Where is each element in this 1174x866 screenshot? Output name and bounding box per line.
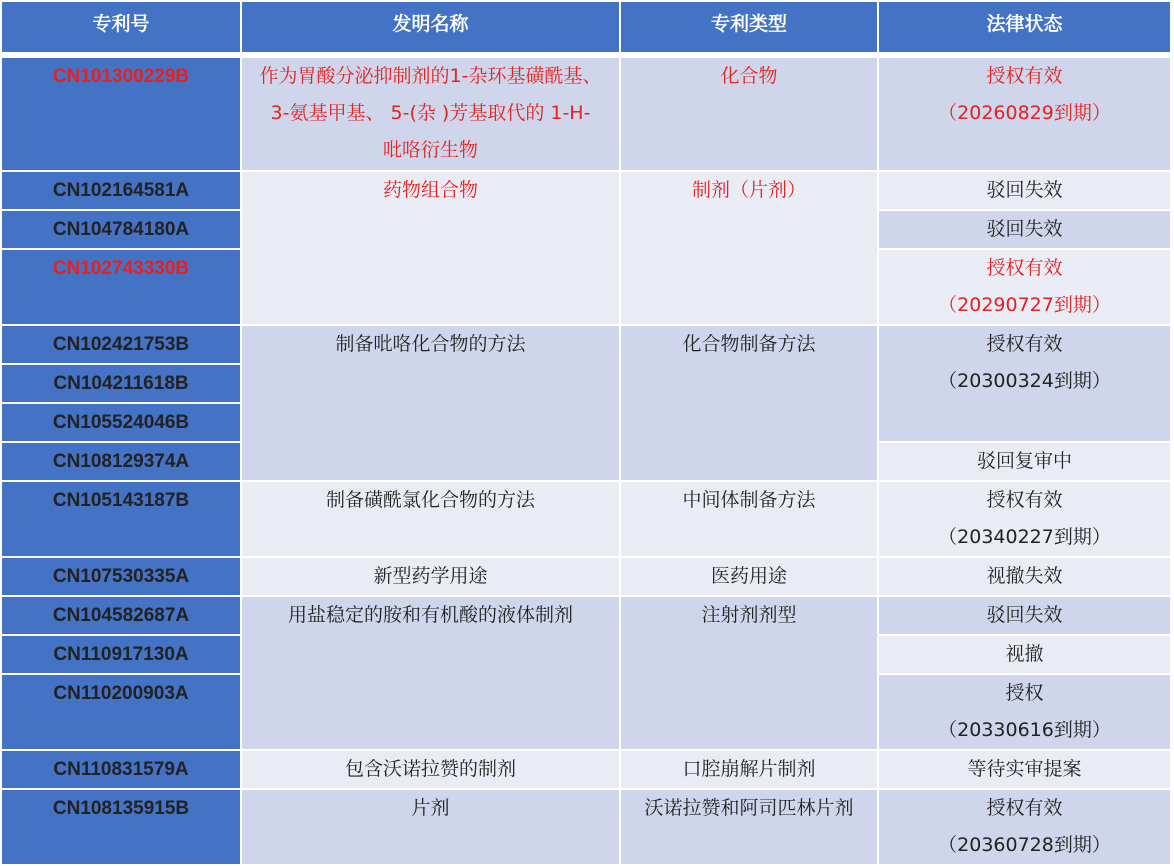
patent-type bbox=[620, 171, 878, 325]
invention-name-text: 药物组合物 bbox=[382, 179, 478, 201]
status-text: 授权有效 bbox=[986, 333, 1063, 355]
invention-name bbox=[241, 325, 620, 481]
legal-status bbox=[878, 674, 1171, 750]
patent-number: CN105524046B bbox=[1, 403, 241, 442]
patent-type-text: 化合物制备方法 bbox=[682, 333, 816, 355]
patent-number: CN110200903A bbox=[1, 674, 241, 750]
header-patent-number: 专利号 bbox=[1, 1, 241, 55]
invention-name-line: 3-氨基甲基、 5-(杂 )芳基取代的 1-H- bbox=[270, 102, 591, 124]
header-row bbox=[1, 1, 1171, 55]
patent-number: CN108129374A bbox=[1, 442, 241, 481]
patent-type bbox=[620, 596, 878, 750]
status-text: 授权有效 bbox=[986, 489, 1063, 511]
legal-status: 视撤 bbox=[878, 635, 1171, 674]
status-text: 授权有效 bbox=[986, 257, 1063, 279]
patent-type: 沃诺拉赞和阿司匹林片剂 bbox=[620, 789, 878, 865]
table-row bbox=[1, 325, 1171, 364]
table-row bbox=[1, 557, 1171, 596]
patent-type: 口腔崩解片制剂 bbox=[620, 750, 878, 789]
patent-type-text: 注射剂剂型 bbox=[701, 604, 797, 626]
patent-number: CN105143187B bbox=[1, 481, 241, 557]
invention-name-line: 吡咯衍生物 bbox=[382, 139, 478, 161]
patent-number: CN102421753B bbox=[1, 325, 241, 364]
patent-number: CN102743330B bbox=[1, 249, 241, 325]
status-expiry: （20300324到期） bbox=[938, 370, 1111, 392]
invention-name-line: 作为胃酸分泌抑制剂的1-杂环基磺酰基、 bbox=[259, 65, 602, 87]
patent-number: CN107530335A bbox=[1, 557, 241, 596]
status-expiry: （20290727到期） bbox=[938, 294, 1111, 316]
invention-name bbox=[241, 596, 620, 750]
status-text: 授权有效 bbox=[986, 65, 1063, 87]
legal-status bbox=[878, 481, 1171, 557]
invention-name bbox=[241, 55, 620, 171]
patent-type: 中间体制备方法 bbox=[620, 481, 878, 557]
status-expiry: （20260829到期） bbox=[938, 102, 1111, 124]
invention-name: 片剂 bbox=[241, 789, 620, 865]
header-patent-type: 专利类型 bbox=[620, 1, 878, 55]
invention-name-text: 制备吡咯化合物的方法 bbox=[335, 333, 526, 355]
legal-status bbox=[878, 249, 1171, 325]
legal-status: 驳回失效 bbox=[878, 171, 1171, 210]
patent-number: CN101300229B bbox=[1, 55, 241, 171]
status-expiry: （20330616到期） bbox=[938, 719, 1111, 741]
patent-number: CN110917130A bbox=[1, 635, 241, 674]
table-row bbox=[1, 55, 1171, 171]
patent-number: CN110831579A bbox=[1, 750, 241, 789]
table-row bbox=[1, 171, 1171, 210]
patent-type: 医药用途 bbox=[620, 557, 878, 596]
table-row bbox=[1, 789, 1171, 865]
legal-status bbox=[878, 325, 1171, 442]
patent-type bbox=[620, 325, 878, 481]
patent-type bbox=[620, 55, 878, 171]
legal-status: 驳回复审中 bbox=[878, 442, 1171, 481]
table-row bbox=[1, 596, 1171, 635]
status-text: 授权有效 bbox=[986, 797, 1063, 819]
legal-status bbox=[878, 55, 1171, 171]
table-row bbox=[1, 481, 1171, 557]
invention-name bbox=[241, 171, 620, 325]
status-text: 授权 bbox=[1005, 682, 1044, 704]
status-expiry: （20340227到期） bbox=[938, 526, 1111, 548]
patent-number: CN104582687A bbox=[1, 596, 241, 635]
invention-name: 制备磺酰氯化合物的方法 bbox=[241, 481, 620, 557]
header-invention-name: 发明名称 bbox=[241, 1, 620, 55]
patent-type-text: 化合物 bbox=[720, 65, 778, 87]
invention-name: 新型药学用途 bbox=[241, 557, 620, 596]
invention-name: 包含沃诺拉赞的制剂 bbox=[241, 750, 620, 789]
patent-type-text: 制剂（片剂） bbox=[691, 179, 806, 201]
legal-status: 等待实审提案 bbox=[878, 750, 1171, 789]
patent-number: CN104211618B bbox=[1, 364, 241, 403]
legal-status: 视撤失效 bbox=[878, 557, 1171, 596]
table-row bbox=[1, 750, 1171, 789]
patent-number: CN108135915B bbox=[1, 789, 241, 865]
legal-status: 驳回失效 bbox=[878, 596, 1171, 635]
status-expiry: （20360728到期） bbox=[938, 834, 1111, 856]
legal-status: 驳回失效 bbox=[878, 210, 1171, 249]
patent-number: CN104784180A bbox=[1, 210, 241, 249]
patent-number: CN102164581A bbox=[1, 171, 241, 210]
header-legal-status: 法律状态 bbox=[878, 1, 1171, 55]
legal-status bbox=[878, 789, 1171, 865]
invention-name-text: 用盐稳定的胺和有机酸的液体制剂 bbox=[287, 604, 573, 626]
